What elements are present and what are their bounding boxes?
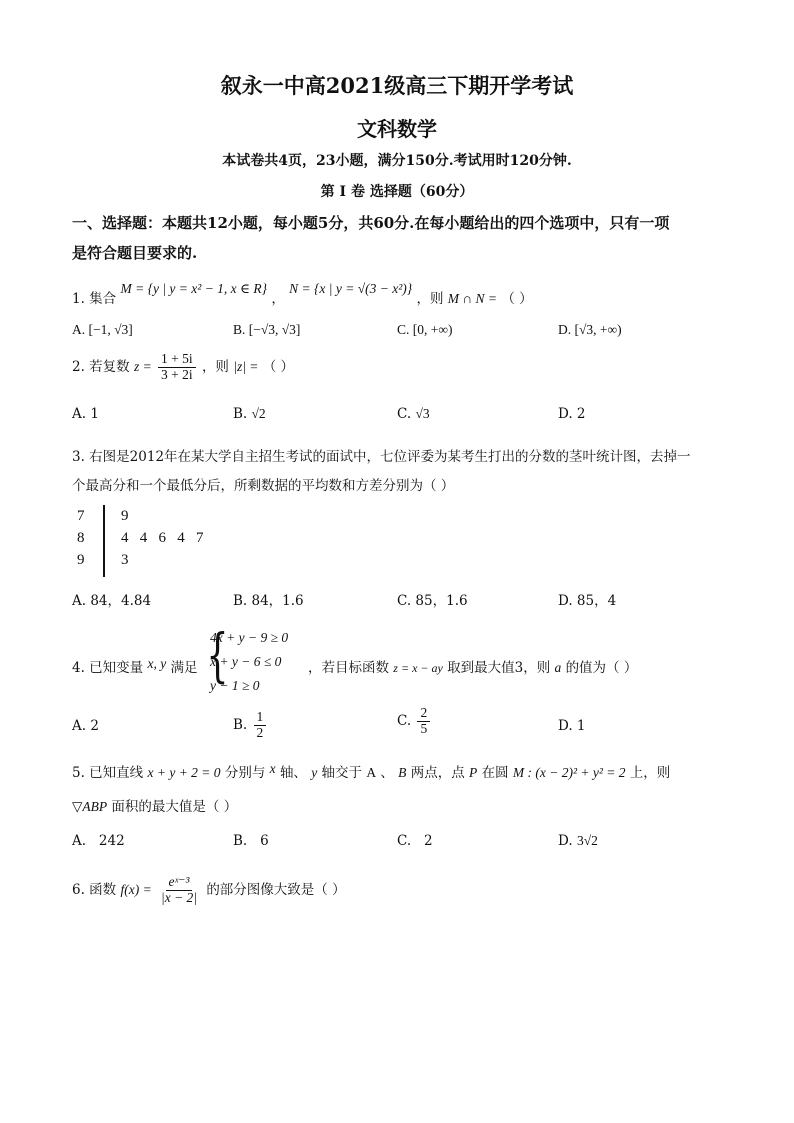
q2-numerator: 1 + 5i	[158, 352, 196, 368]
q5-y: y	[311, 765, 318, 780]
volume-heading: 第 I 卷 选择题（60分）	[320, 184, 474, 200]
exam-title: 叙永一中高2021级高三下期开学考试	[220, 73, 574, 98]
q2-fraction	[158, 352, 196, 383]
q2-number: 2. 若复数	[72, 358, 130, 375]
q2-option-c-label: C.	[397, 406, 412, 422]
q2-abs: |z| =	[233, 358, 259, 374]
q6-tail: 的部分图像大致是（ ）	[206, 881, 346, 898]
q2-denominator: 3 + 2i	[161, 366, 193, 382]
exam-subject: 文科数学	[357, 117, 437, 141]
q4-ineq-3: y − 1 ≥ 0	[210, 678, 260, 693]
question-4-lead	[72, 656, 198, 676]
q4-mid2: 取到最大值3，则	[447, 660, 551, 676]
question-3-line2: 个最高分和一个最低分后，所剩数据的平均数和方差分别为（ ）	[72, 478, 455, 494]
q4-option-c-denominator: 5	[420, 720, 428, 736]
q1-paren: （ ）	[501, 291, 533, 307]
question-4-tail	[308, 656, 637, 676]
q4-option-c-numerator: 2	[417, 706, 430, 722]
q4-satisfy: 满足	[170, 660, 198, 676]
q1-expr: M ∩ N =	[447, 291, 498, 306]
q5-option-c[interactable]: C. 2	[397, 833, 433, 849]
q1-option-a[interactable]: A. [−1, √3]	[72, 322, 133, 337]
q4-option-b[interactable]	[233, 710, 268, 741]
q6-denominator: |x − 2|	[160, 889, 198, 905]
q5-t6: 在圆	[481, 765, 509, 781]
question-1	[72, 281, 533, 307]
q4-option-a[interactable]: A. 2	[72, 718, 99, 734]
q1-option-c[interactable]: C. [0, +∞)	[397, 322, 453, 337]
q5-t2: 轴、	[279, 765, 307, 781]
q4-option-d[interactable]: D. 1	[558, 718, 586, 734]
q4-system-brace: {	[206, 621, 229, 689]
q1-number: 1. 集合	[72, 291, 117, 307]
q3-option-d[interactable]: D. 85，4	[558, 593, 617, 609]
q5-point-p: P	[469, 765, 478, 780]
q2-option-b-label: B.	[233, 406, 248, 422]
stem-divider	[103, 505, 105, 577]
q5-x: x	[269, 761, 276, 776]
q4-option-c-fraction	[417, 706, 430, 737]
q6-fx: f(x) =	[120, 881, 152, 897]
q2-ask: ，则	[201, 358, 229, 375]
q3-option-b[interactable]: B. 84，1.6	[233, 593, 304, 609]
q5-option-a[interactable]: A. 242	[72, 833, 125, 849]
q5-line2-rest: 面积的最大值是（ ）	[111, 799, 238, 815]
q4-ineq-2: x + y − 6 ≤ 0	[210, 654, 282, 669]
q4-tail: 的值为（ ）	[565, 660, 638, 676]
section-instruction-line1: 一、选择题：本题共12小题，每小题5分，共60分.在每小题给出的四个选项中，只有一项	[72, 214, 670, 232]
leaves-7: 9	[121, 508, 129, 524]
q2-z: z =	[133, 358, 152, 374]
q5-option-b[interactable]: B. 6	[233, 833, 269, 849]
q4-objective: z = x − ay	[393, 661, 443, 675]
q2-option-d[interactable]: D. 2	[558, 406, 586, 422]
stem-9: 9	[77, 552, 85, 568]
q5-point-b: B	[398, 765, 407, 780]
q5-option-d[interactable]	[558, 833, 598, 849]
q4-option-b-label: B.	[233, 716, 248, 733]
q6-numerator: eˣ⁻³	[166, 875, 193, 891]
q5-t4: 、	[380, 765, 394, 781]
question-3-line1: 3. 右图是2012年在某大学自主招生考试的面试中，七位评委为某考生打出的分数的茎叶统计图，去掉一	[72, 449, 691, 465]
q4-option-c-label: C.	[397, 712, 412, 729]
q5-option-d-label: D.	[558, 833, 573, 849]
q5-t3: 轴交于	[321, 765, 363, 781]
q6-number: 6. 函数	[72, 881, 117, 898]
q1-set-m: M = {y | y = x² − 1, x ∈ R}	[120, 281, 268, 296]
stem-7: 7	[77, 508, 85, 524]
q3-option-c[interactable]: C. 85，1.6	[397, 593, 468, 609]
q6-fraction	[158, 875, 200, 906]
stem-8: 8	[77, 530, 85, 546]
q5-t5: 两点，点	[410, 765, 465, 781]
q5-number: 5. 已知直线	[72, 765, 144, 781]
q3-option-a[interactable]: A. 84，4.84	[72, 593, 152, 609]
q1-ask: ，则	[416, 291, 444, 307]
q5-point-a: A	[366, 765, 377, 780]
q1-set-n: N = {x | y = √(3 − x²)}	[289, 281, 413, 296]
q4-a: a	[554, 660, 562, 675]
q5-t1: 分别与	[224, 765, 266, 781]
q2-option-a[interactable]: A. 1	[72, 406, 99, 422]
exam-info: 本试卷共4页，23小题，满分150分.考试用时120分钟.	[222, 153, 572, 169]
q2-paren: （ ）	[262, 358, 294, 375]
leaves-9: 3	[121, 552, 129, 568]
question-5-line2	[72, 795, 237, 815]
leaves-8: 4 4 6 4 7	[121, 530, 204, 546]
q1-option-d[interactable]: D. [√3, +∞)	[558, 322, 622, 337]
section-instruction-line2: 是符合题目要求的.	[72, 244, 198, 262]
q5-circle: M : (x − 2)² + y² = 2	[512, 765, 626, 780]
q5-t7: 上，则	[629, 765, 671, 781]
q5-triangle: ▽ABP	[72, 799, 108, 814]
q4-option-b-numerator: 1	[254, 710, 267, 726]
q2-option-c-math: √3	[415, 406, 430, 421]
question-2	[72, 352, 294, 383]
q5-line: x + y + 2 = 0	[147, 765, 221, 780]
q4-mid: ，若目标函数	[308, 660, 389, 676]
q1-option-b[interactable]: B. [−√3, √3]	[233, 322, 301, 337]
q1-comma: ，	[271, 291, 285, 307]
q2-option-b[interactable]	[233, 406, 266, 422]
question-6	[72, 875, 346, 906]
q4-ineq-1: 4x + y − 9 ≥ 0	[210, 630, 289, 645]
q4-option-b-denominator: 2	[256, 724, 264, 740]
q4-option-b-fraction	[254, 710, 267, 741]
q4-option-c[interactable]	[397, 706, 432, 737]
q2-option-b-math: √2	[251, 406, 266, 421]
q2-option-c[interactable]	[397, 406, 430, 422]
q4-number: 4. 已知变量	[72, 660, 144, 676]
question-5-line1	[72, 761, 670, 781]
q5-option-d-math: 3√2	[576, 833, 598, 848]
q4-vars: x, y	[147, 656, 167, 671]
